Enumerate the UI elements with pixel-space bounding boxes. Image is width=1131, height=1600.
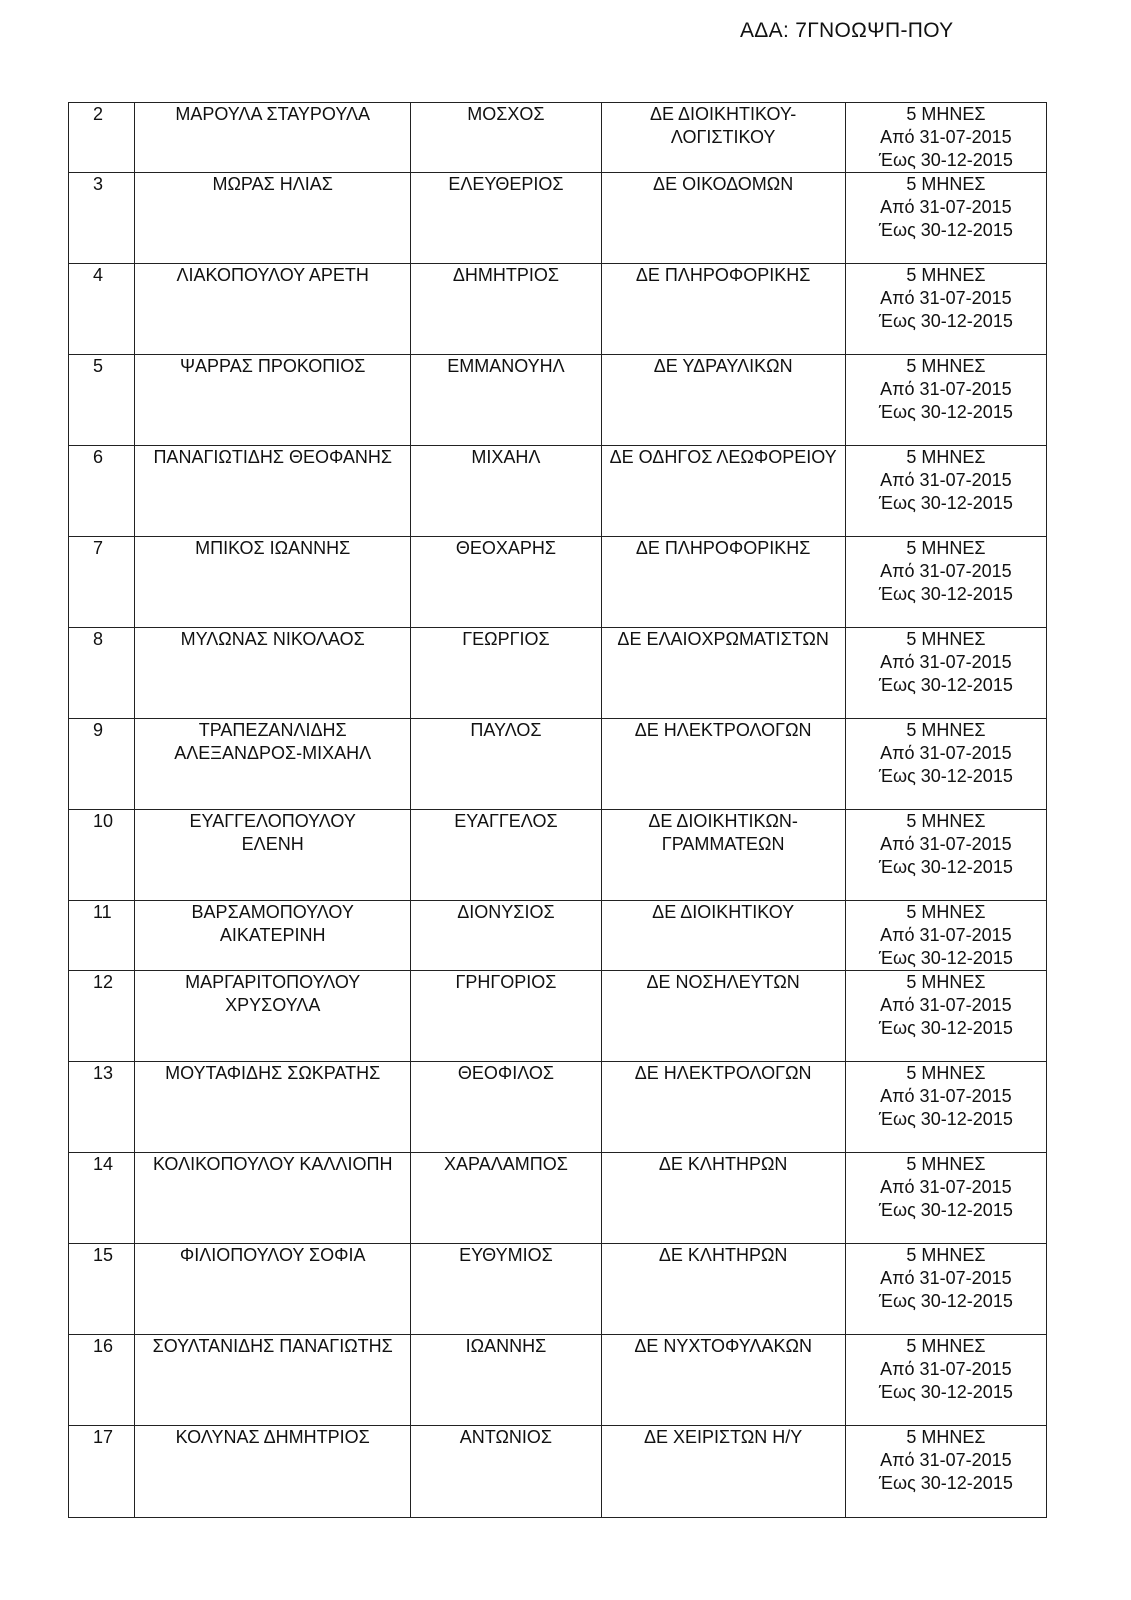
table-row [69, 446, 1047, 537]
row-number: 2 [69, 103, 135, 173]
table-row [69, 1335, 1047, 1426]
row-number: 14 [69, 1153, 135, 1244]
employee-name: ΣΟΥΛΤΑΝΙΔΗΣ ΠΑΝΑΓΙΩΤΗΣ [135, 1335, 411, 1426]
table-row [69, 901, 1047, 971]
father-name: ΕΥΘΥΜΙΟΣ [411, 1244, 601, 1335]
row-number: 3 [69, 173, 135, 264]
row-number: 7 [69, 537, 135, 628]
table-row [69, 355, 1047, 446]
table-row [69, 810, 1047, 901]
row-number: 17 [69, 1426, 135, 1518]
specialty: ΔΕ ΝΥΧΤΟΦΥΛΑΚΩΝ [601, 1335, 845, 1426]
table-row [69, 1062, 1047, 1153]
employee-name: ΠΑΝΑΓΙΩΤΙΔΗΣ ΘΕΟΦΑΝΗΣ [135, 446, 411, 537]
contract-duration: 5 ΜΗΝΕΣ Από 31-07-2015 Έως 30-12-2015 [845, 537, 1046, 628]
employee-name: ΚΟΛΙΚΟΠΟΥΛΟΥ ΚΑΛΛΙΟΠΗ [135, 1153, 411, 1244]
row-number: 4 [69, 264, 135, 355]
employee-name: ΒΑΡΣΑΜΟΠΟΥΛΟΥ ΑΙΚΑΤΕΡΙΝΗ [135, 901, 411, 971]
personnel-table [68, 102, 1047, 1518]
father-name: ΔΙΟΝΥΣΙΟΣ [411, 901, 601, 971]
employee-name: ΦΙΛΙΟΠΟΥΛΟΥ ΣΟΦΙΑ [135, 1244, 411, 1335]
specialty: ΔΕ ΠΛΗΡΟΦΟΡΙΚΗΣ [601, 264, 845, 355]
specialty: ΔΕ ΠΛΗΡΟΦΟΡΙΚΗΣ [601, 537, 845, 628]
father-name: ΕΥΑΓΓΕΛΟΣ [411, 810, 601, 901]
row-number: 5 [69, 355, 135, 446]
employee-name: ΜΟΥΤΑΦΙΔΗΣ ΣΩΚΡΑΤΗΣ [135, 1062, 411, 1153]
contract-duration: 5 ΜΗΝΕΣ Από 31-07-2015 Έως 30-12-2015 [845, 173, 1046, 264]
row-number: 13 [69, 1062, 135, 1153]
ada-code: ΑΔΑ: 7ΓΝΟΩΨΠ-ΠΟΥ [740, 19, 954, 42]
row-number: 11 [69, 901, 135, 971]
father-name: ΓΕΩΡΓΙΟΣ [411, 628, 601, 719]
contract-duration: 5 ΜΗΝΕΣ Από 31-07-2015 Έως 30-12-2015 [845, 1062, 1046, 1153]
specialty: ΔΕ ΟΔΗΓΟΣ ΛΕΩΦΟΡΕΙΟΥ [601, 446, 845, 537]
contract-duration: 5 ΜΗΝΕΣ Από 31-07-2015 Έως 30-12-2015 [845, 446, 1046, 537]
father-name: ΠΑΥΛΟΣ [411, 719, 601, 810]
specialty: ΔΕ ΧΕΙΡΙΣΤΩΝ Η/Υ [601, 1426, 845, 1518]
specialty: ΔΕ ΥΔΡΑΥΛΙΚΩΝ [601, 355, 845, 446]
row-number: 12 [69, 971, 135, 1062]
row-number: 6 [69, 446, 135, 537]
father-name: ΓΡΗΓΟΡΙΟΣ [411, 971, 601, 1062]
contract-duration: 5 ΜΗΝΕΣ Από 31-07-2015 Έως 30-12-2015 [845, 103, 1046, 173]
table-row [69, 1244, 1047, 1335]
contract-duration: 5 ΜΗΝΕΣ Από 31-07-2015 Έως 30-12-2015 [845, 355, 1046, 446]
row-number: 16 [69, 1335, 135, 1426]
contract-duration: 5 ΜΗΝΕΣ Από 31-07-2015 Έως 30-12-2015 [845, 810, 1046, 901]
table-row [69, 719, 1047, 810]
father-name: ΕΜΜΑΝΟΥΗΛ [411, 355, 601, 446]
father-name: ΘΕΟΦΙΛΟΣ [411, 1062, 601, 1153]
table-row [69, 173, 1047, 264]
employee-name: ΜΑΡΟΥΛΑ ΣΤΑΥΡΟΥΛΑ [135, 103, 411, 173]
father-name: ΕΛΕΥΘΕΡΙΟΣ [411, 173, 601, 264]
row-number: 9 [69, 719, 135, 810]
employee-name: ΜΩΡΑΣ ΗΛΙΑΣ [135, 173, 411, 264]
row-number: 8 [69, 628, 135, 719]
row-number: 15 [69, 1244, 135, 1335]
father-name: ΙΩΑΝΝΗΣ [411, 1335, 601, 1426]
table-row [69, 1153, 1047, 1244]
specialty: ΔΕ ΚΛΗΤΗΡΩΝ [601, 1153, 845, 1244]
employee-name: ΚΟΛΥΝΑΣ ΔΗΜΗΤΡΙΟΣ [135, 1426, 411, 1518]
specialty: ΔΕ ΔΙΟΙΚΗΤΙΚΩΝ- ΓΡΑΜΜΑΤΕΩΝ [601, 810, 845, 901]
specialty: ΔΕ ΝΟΣΗΛΕΥΤΩΝ [601, 971, 845, 1062]
contract-duration: 5 ΜΗΝΕΣ Από 31-07-2015 Έως 30-12-2015 [845, 901, 1046, 971]
contract-duration: 5 ΜΗΝΕΣ Από 31-07-2015 Έως 30-12-2015 [845, 1153, 1046, 1244]
specialty: ΔΕ ΗΛΕΚΤΡΟΛΟΓΩΝ [601, 719, 845, 810]
employee-name: ΛΙΑΚΟΠΟΥΛΟΥ ΑΡΕΤΗ [135, 264, 411, 355]
employee-name: ΤΡΑΠΕΖΑΝΛΙΔΗΣ ΑΛΕΞΑΝΔΡΟΣ-ΜΙΧΑΗΛ [135, 719, 411, 810]
row-number: 10 [69, 810, 135, 901]
contract-duration: 5 ΜΗΝΕΣ Από 31-07-2015 Έως 30-12-2015 [845, 1426, 1046, 1518]
employee-name: ΜΠΙΚΟΣ ΙΩΑΝΝΗΣ [135, 537, 411, 628]
father-name: ΔΗΜΗΤΡΙΟΣ [411, 264, 601, 355]
table-row [69, 264, 1047, 355]
father-name: ΘΕΟΧΑΡΗΣ [411, 537, 601, 628]
specialty: ΔΕ ΗΛΕΚΤΡΟΛΟΓΩΝ [601, 1062, 845, 1153]
father-name: ΑΝΤΩΝΙΟΣ [411, 1426, 601, 1518]
employee-name: ΕΥΑΓΓΕΛΟΠΟΥΛΟΥ ΕΛΕΝΗ [135, 810, 411, 901]
table-row [69, 103, 1047, 173]
specialty: ΔΕ ΔΙΟΙΚΗΤΙΚΟΥ- ΛΟΓΙΣΤΙΚΟΥ [601, 103, 845, 173]
contract-duration: 5 ΜΗΝΕΣ Από 31-07-2015 Έως 30-12-2015 [845, 264, 1046, 355]
specialty: ΔΕ ΚΛΗΤΗΡΩΝ [601, 1244, 845, 1335]
table-row [69, 1426, 1047, 1518]
table-row [69, 537, 1047, 628]
father-name: ΧΑΡΑΛΑΜΠΟΣ [411, 1153, 601, 1244]
contract-duration: 5 ΜΗΝΕΣ Από 31-07-2015 Έως 30-12-2015 [845, 628, 1046, 719]
contract-duration: 5 ΜΗΝΕΣ Από 31-07-2015 Έως 30-12-2015 [845, 971, 1046, 1062]
table-row [69, 628, 1047, 719]
contract-duration: 5 ΜΗΝΕΣ Από 31-07-2015 Έως 30-12-2015 [845, 1244, 1046, 1335]
contract-duration: 5 ΜΗΝΕΣ Από 31-07-2015 Έως 30-12-2015 [845, 719, 1046, 810]
specialty: ΔΕ ΟΙΚΟΔΟΜΩΝ [601, 173, 845, 264]
specialty: ΔΕ ΕΛΑΙΟΧΡΩΜΑΤΙΣΤΩΝ [601, 628, 845, 719]
table-row [69, 971, 1047, 1062]
employee-name: ΜΑΡΓΑΡΙΤΟΠΟΥΛΟΥ ΧΡΥΣΟΥΛΑ [135, 971, 411, 1062]
father-name: ΜΙΧΑΗΛ [411, 446, 601, 537]
employee-name: ΜΥΛΩΝΑΣ ΝΙΚΟΛΑΟΣ [135, 628, 411, 719]
specialty: ΔΕ ΔΙΟΙΚΗΤΙΚΟΥ [601, 901, 845, 971]
father-name: ΜΟΣΧΟΣ [411, 103, 601, 173]
employee-name: ΨΑΡΡΑΣ ΠΡΟΚΟΠΙΟΣ [135, 355, 411, 446]
contract-duration: 5 ΜΗΝΕΣ Από 31-07-2015 Έως 30-12-2015 [845, 1335, 1046, 1426]
